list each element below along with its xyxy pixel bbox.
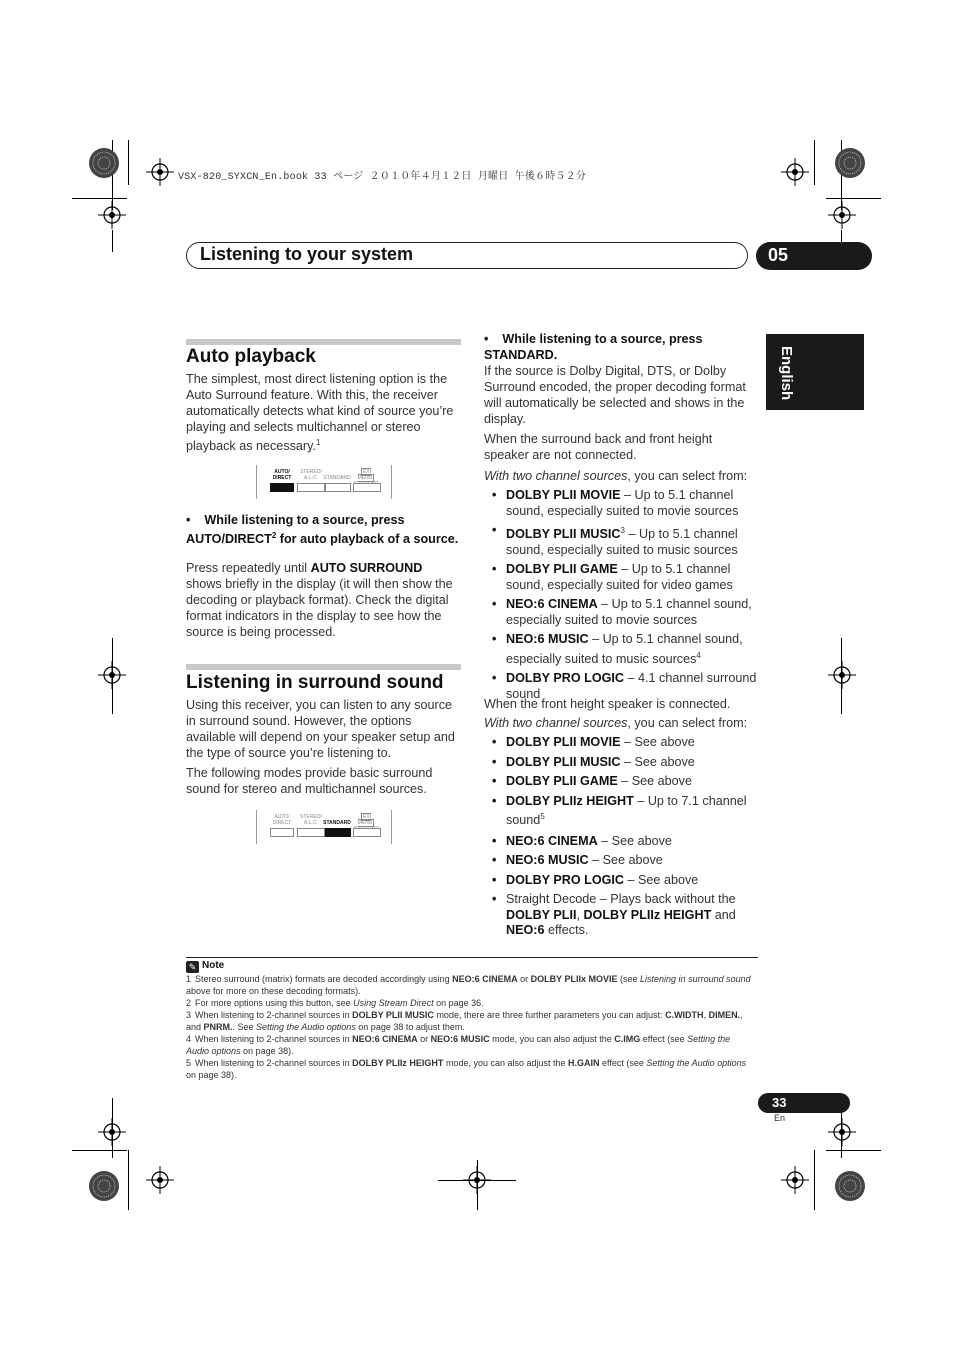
list-item: • DOLBY PLIIz HEIGHT – Up to 7.1 channel sound$^5$ [492, 794, 757, 829]
auto-playback-step: • While listening to a source, press AUTO/DIRECT$^2$ for auto playback of a source. [186, 513, 459, 547]
list-item: • DOLBY PLII MOVIE – Up to 5.1 channel sound, especially suited to movie sources [492, 488, 757, 519]
list-item: • DOLBY PLII MUSIC – See above [492, 755, 757, 771]
auto-playback-body: Press repeatedly until AUTO SURROUND shows briefly in the display (it will then show the decoding or playback format). Check the digital format indicators in the display to see how the source is being processed. [186, 561, 453, 639]
list-item: • NEO:6 MUSIC – Up to 5.1 channel sound, especially suited to music sources$^4$ [492, 632, 757, 667]
page-number: 33 [772, 1095, 787, 1110]
list-item: • NEO:6 CINEMA – Up to 5.1 channel sound, especially suited to movie sources [492, 597, 757, 628]
standard-step: • While listening to a source, press STANDARD. [484, 332, 703, 362]
crosshair-icon [781, 1166, 809, 1194]
language-tab-label: English [778, 346, 795, 401]
list-item: • DOLBY PLII GAME – Up to 5.1 channel sound, especially suited for video games [492, 562, 757, 593]
adv-surr-button[interactable] [353, 828, 381, 837]
display-stereo-alc-label: STEREO/ A.L.C. [300, 814, 322, 826]
footnote-1: 1 Stereo surround (matrix) formats are decoded accordingly using NEO:6 CINEMA or DOLBY PLIIx MOVIE (see Listening in surround sound above for more on these decoding formats). [186, 974, 751, 996]
list-item: • DOLBY PRO LOGIC – 4.1 channel surround sound [492, 671, 757, 702]
crosshair-icon [146, 1166, 174, 1194]
auto-direct-button[interactable] [270, 483, 294, 492]
list-item: • DOLBY PRO LOGIC – See above [492, 873, 757, 889]
note-icon: ✎ [186, 961, 199, 973]
display-stereo-alc-label: STEREO/ A.L.C. [300, 469, 322, 481]
registration-target-icon [84, 1166, 124, 1206]
auto-direct-button[interactable] [270, 828, 294, 837]
auto-playback-heading: Auto playback [186, 346, 316, 367]
page-number-badge [758, 1093, 850, 1113]
section-rule [186, 339, 461, 345]
list-item: • DOLBY PLII MOVIE – See above [492, 735, 757, 751]
mode-list-no-height [492, 488, 757, 706]
surround-p2: The following modes provide basic surround sound for stereo and multichannel sources. [186, 766, 433, 796]
standard-p1: If the source is Dolby Digital, DTS, or Dolby Surround encoded, the proper decoding format will automatically be selected and shows in the display. [484, 364, 746, 426]
front-panel-display-auto [256, 465, 392, 499]
footnote-2: 2 For more options using this button, see Using Stream Direct on page 36. [186, 998, 484, 1008]
list-item: • NEO:6 CINEMA – See above [492, 834, 757, 850]
standard-select-line: With two channel sources, you can select from: [484, 469, 748, 483]
surround-heading: Listening in surround sound [186, 672, 444, 693]
height-select-line: With two channel sources, you can select from: [484, 716, 748, 730]
list-item: • DOLBY PLII GAME – See above [492, 774, 757, 790]
surround-p1: Using this receiver, you can listen to any source in surround sound. However, the options available will depend on your speaker setup and the type of source you’re listening to. [186, 698, 455, 760]
standard-button[interactable] [325, 483, 351, 492]
notes-rule [186, 957, 758, 958]
height-connected-line: When the front height speaker is connected. [484, 697, 731, 711]
crosshair-icon [828, 661, 856, 689]
crosshair-icon [828, 201, 856, 229]
list-item: • NEO:6 MUSIC – See above [492, 853, 757, 869]
registration-target-icon [84, 143, 124, 183]
crosshair-icon [146, 158, 174, 186]
crosshair-icon [98, 201, 126, 229]
standard-button[interactable] [325, 828, 351, 837]
display-standard-label: STANDARD [323, 475, 351, 481]
crosshair-icon [98, 1118, 126, 1146]
front-panel-display-standard [256, 810, 392, 844]
crosshair-icon [781, 158, 809, 186]
mode-list-height [492, 735, 757, 943]
footnote-5: 5 When listening to 2-channel sources in DOLBY PLIIz HEIGHT mode, you can also adjust the H.GAIN effect (see Setting the Audio options on page 38). [186, 1058, 747, 1080]
stereo-alc-button[interactable] [297, 483, 325, 492]
notes-label: Note [202, 960, 225, 971]
chapter-number: 05 [756, 242, 872, 270]
display-standard-label: STANDARD [323, 820, 351, 826]
adv-surr-button[interactable] [353, 483, 381, 492]
registration-target-icon [830, 143, 870, 183]
page-language: En [774, 1113, 786, 1123]
crosshair-icon [98, 661, 126, 689]
crosshair-icon [828, 1118, 856, 1146]
display-auto-direct-label: AUTO/ DIRECT [272, 469, 292, 481]
display-adv-surr-label: EXI MENU [357, 814, 373, 826]
standard-p2: When the surround back and front height speaker are not connected. [484, 432, 713, 462]
print-header: VSX-820_SYXCN_En.book 33 ページ ２０１０年４月１２日 月曜日 午後６時５２分 [178, 172, 587, 183]
footnote-4: 4 When listening to 2-channel sources in NEO:6 CINEMA or NEO:6 MUSIC mode, you can also adjust the C.IMG effect (see Setting the Audio options on page 38). [186, 1034, 731, 1056]
footnote-3: 3 When listening to 2-channel sources in DOLBY PLII MUSIC mode, there are three further parameters you can adjust: C.WIDTH, DIMEN., and PNRM.. See Setting the Audio options on page 38 to adjust them. [186, 1010, 743, 1032]
auto-playback-intro: The simplest, most direct listening option is the Auto Surround feature. With this, the receiver automatically detects what kind of source you’re playing and selects multichannel or stereo playback as necessary.$^1$ [186, 372, 454, 454]
display-adv-surr-label: EXI MENU [357, 469, 373, 481]
list-item: • DOLBY PLII MUSIC$^3$ – Up to 5.1 channel sound, especially suited to music sources [492, 523, 757, 558]
display-auto-direct-label: AUTO/ DIRECT [272, 814, 292, 826]
crosshair-icon [463, 1166, 491, 1194]
section-rule [186, 664, 461, 670]
language-tab [766, 334, 864, 410]
stereo-alc-button[interactable] [297, 828, 325, 837]
chapter-title: Listening to your system [200, 244, 414, 264]
list-item: • Straight Decode – Plays back without the DOLBY PLII, DOLBY PLIIz HEIGHT and NEO:6 effects. [492, 892, 757, 939]
registration-target-icon [830, 1166, 870, 1206]
